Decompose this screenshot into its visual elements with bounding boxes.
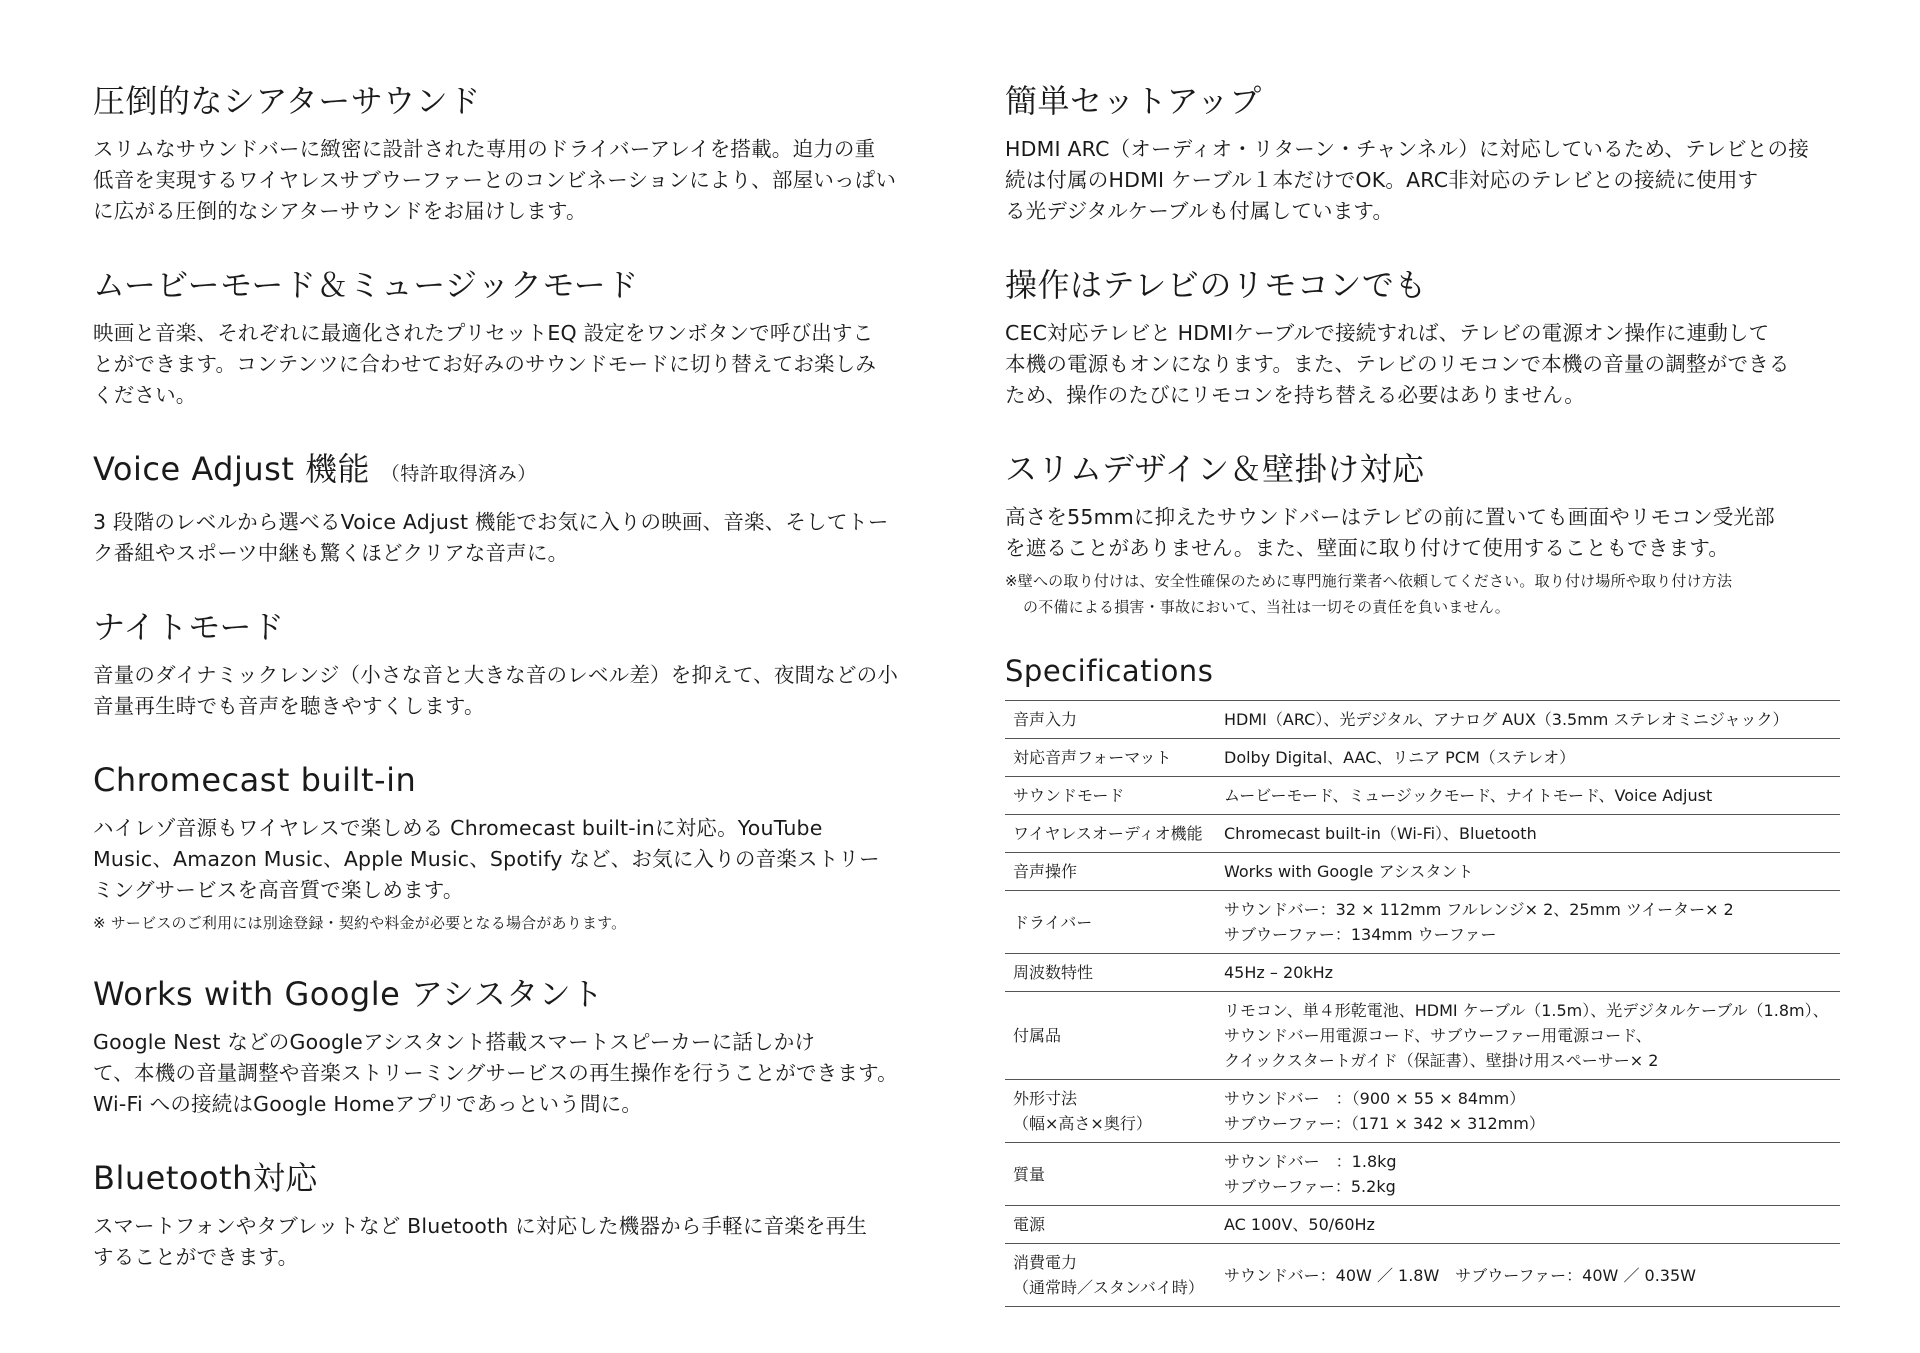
spec-value: ムービーモード、ミュージックモード、ナイトモード、Voice Adjust bbox=[1224, 786, 1713, 805]
section-voice-adjust bbox=[93, 448, 943, 569]
table-row bbox=[1005, 891, 1840, 954]
section-title: ナイトモード bbox=[93, 608, 285, 646]
spec-label: 周波数特性 bbox=[1013, 963, 1094, 982]
section-title: 操作はテレビのリモコンでも bbox=[1005, 266, 1427, 304]
section-body: HDMI ARC（オーディオ・リターン・チャンネル）に対応しているため、テレビとの接 続は付属のHDMI ケーブル１本だけでOK。ARC非対応のテレビとの接続に使用す る光デジタルケーブルも付属しています。 bbox=[1005, 137, 1809, 223]
section-body: 高さを55mmに抑えたサウンドバーはテレビの前に置いても画面やリモコン受光部 を遮ることがありません。また、壁面に取り付けて使用することもできます。 bbox=[1005, 505, 1775, 560]
section-body: スリムなサウンドバーに緻密に設計された専用のドライバーアレイを搭載。迫力の重 低音を実現するワイヤレスサブウーファーとのコンビネーションにより、部屋いっぱい に広がる圧倒的なシアターサウンドをお届けします。 bbox=[93, 137, 897, 223]
section-slim-design bbox=[1005, 448, 1840, 620]
spec-value: サウンドバー ：1.8kg サブウーファー：5.2kg bbox=[1224, 1152, 1397, 1196]
spec-label: 音声入力 bbox=[1013, 710, 1078, 729]
spec-label: 質量 bbox=[1013, 1164, 1046, 1184]
table-row bbox=[1005, 1080, 1840, 1143]
spec-value: Dolby Digital、AAC、リニア PCM（ステレオ） bbox=[1224, 748, 1576, 767]
table-row bbox=[1005, 701, 1840, 739]
section-google-assistant bbox=[93, 973, 943, 1120]
spec-label: 音声操作 bbox=[1013, 862, 1078, 881]
section-night-mode bbox=[93, 606, 943, 722]
section-theater-sound bbox=[93, 80, 943, 227]
spec-label: サウンドモード bbox=[1013, 786, 1125, 805]
table-row bbox=[1005, 777, 1840, 815]
table-row bbox=[1005, 954, 1840, 992]
spec-value: 45Hz – 20kHz bbox=[1224, 963, 1334, 982]
table-row bbox=[1005, 1143, 1840, 1206]
table-row bbox=[1005, 815, 1840, 853]
spec-label: ワイヤレスオーディオ機能 bbox=[1013, 824, 1203, 843]
spec-label: 消費電力 （通常時／スタンバイ時） bbox=[1013, 1253, 1204, 1297]
spec-label: ドライバー bbox=[1013, 912, 1093, 932]
spec-value: Chromecast built-in（Wi-Fi）、Bluetooth bbox=[1224, 824, 1537, 843]
section-title: 簡単セットアップ bbox=[1005, 82, 1262, 120]
spec-value: サウンドバー：40W ／ 1.8W サブウーファー：40W ／ 0.35W bbox=[1224, 1265, 1696, 1285]
right-column bbox=[1005, 80, 1840, 657]
section-body: Google Nest などのGoogleアシスタント搭載スマートスピーカーに話しかけ て、本機の音量調整や音楽ストリーミングサービスの再生操作を行うことができます。 Wi-Fi への接続はGoogle Homeアプリであっという間に。 bbox=[93, 1030, 898, 1116]
table-row bbox=[1005, 1206, 1840, 1244]
section-tv-remote bbox=[1005, 264, 1840, 411]
table-row bbox=[1005, 739, 1840, 777]
table-row bbox=[1005, 853, 1840, 891]
section-body: CEC対応テレビと HDMIケーブルで接続すれば、テレビの電源オン操作に連動して 本機の電源もオンになります。また、テレビのリモコンで本機の音量の調整ができる ため、操作のたびにリモコンを持ち替える必要はありません。 bbox=[1005, 321, 1790, 407]
section-easy-setup bbox=[1005, 80, 1840, 227]
spec-label: 付属品 bbox=[1013, 1026, 1062, 1045]
spec-value: サウンドバー ：（900 × 55 × 84mm） サブウーファー：（171 × 342 × 312mm） bbox=[1224, 1089, 1545, 1133]
section-title: 圧倒的なシアターサウンド bbox=[93, 82, 481, 120]
footnote: ※ サービスのご利用には別途登録・契約や料金が必要となる場合があります。 bbox=[93, 914, 627, 932]
section-movie-music-mode bbox=[93, 264, 943, 411]
left-column bbox=[93, 80, 943, 1310]
spec-value: サウンドバー：32 × 112mm フルレンジ× 2、25mm ツイーター× 2 サブウーファー：134mm ウーファー bbox=[1224, 900, 1734, 944]
footnote: ※壁への取り付けは、安全性確保のために専門施行業者へ依頼してください。取り付け場所や取り付け方法 の不備による損害・事故において、当社は一切その責任を負いません。 bbox=[1005, 572, 1733, 616]
spec-value: Works with Google アシスタント bbox=[1224, 862, 1474, 881]
section-title: Voice Adjust 機能 （特許取得済み） bbox=[93, 450, 537, 488]
spec-label: 外形寸法 （幅×高さ×奥行） bbox=[1013, 1089, 1152, 1133]
table-row bbox=[1005, 1244, 1840, 1307]
section-body: 映画と音楽、それぞれに最適化されたプリセットEQ 設定をワンボタンで呼び出すこ とができます。コンテンツに合わせてお好みのサウンドモードに切り替えてお楽しみ ください。 bbox=[93, 321, 877, 407]
spec-label: 対応音声フォーマット bbox=[1013, 748, 1172, 767]
section-bluetooth bbox=[93, 1157, 943, 1273]
specifications-table bbox=[1005, 700, 1840, 1307]
table-row bbox=[1005, 992, 1840, 1080]
spec-value: リモコン、単４形乾電池、HDMI ケーブル（1.5m）、光デジタルケーブル（1.8m）、 サウンドバー用電源コード、サブウーファー用電源コード、 クイックスタートガイド（保証書）、壁掛け用スペーサー× 2 bbox=[1224, 1001, 1829, 1070]
section-body: スマートフォンやタブレットなど Bluetooth に対応した機器から手軽に音楽を再生 することができます。 bbox=[93, 1214, 868, 1269]
section-chromecast bbox=[93, 759, 943, 936]
patent-note: （特許取得済み） bbox=[380, 463, 537, 485]
section-title: ムービーモード＆ミュージックモード bbox=[93, 266, 639, 304]
section-title: Works with Google アシスタント bbox=[93, 975, 604, 1013]
section-body: 音量のダイナミックレンジ（小さな音と大きな音のレベル差）を抑えて、夜間などの小 音量再生時でも音声を聴きやすくします。 bbox=[93, 663, 899, 718]
spec-label: 電源 bbox=[1013, 1215, 1046, 1234]
section-body: 3 段階のレベルから選べるVoice Adjust 機能でお気に入りの映画、音楽、そしてトー ク番組やスポーツ中継も驚くほどクリアな音声に。 bbox=[93, 510, 889, 565]
spec-value: AC 100V、50/60Hz bbox=[1224, 1215, 1375, 1234]
specifications-title: Specifications bbox=[1005, 654, 1214, 688]
section-title: Chromecast built-in bbox=[93, 761, 417, 799]
section-title: スリムデザイン＆壁掛け対応 bbox=[1005, 450, 1425, 488]
section-title: Bluetooth対応 bbox=[93, 1159, 318, 1197]
spec-value: HDMI（ARC）、光デジタル、アナログ AUX（3.5mm ステレオミニジャック） bbox=[1224, 710, 1789, 729]
section-body: ハイレゾ音源もワイヤレスで楽しめる Chromecast built-inに対応。YouTube Music、Amazon Music、Apple Music、Spotify など、お気に入りの音楽ストリー ミングサービスを高音質で楽しめます。 bbox=[93, 816, 880, 902]
